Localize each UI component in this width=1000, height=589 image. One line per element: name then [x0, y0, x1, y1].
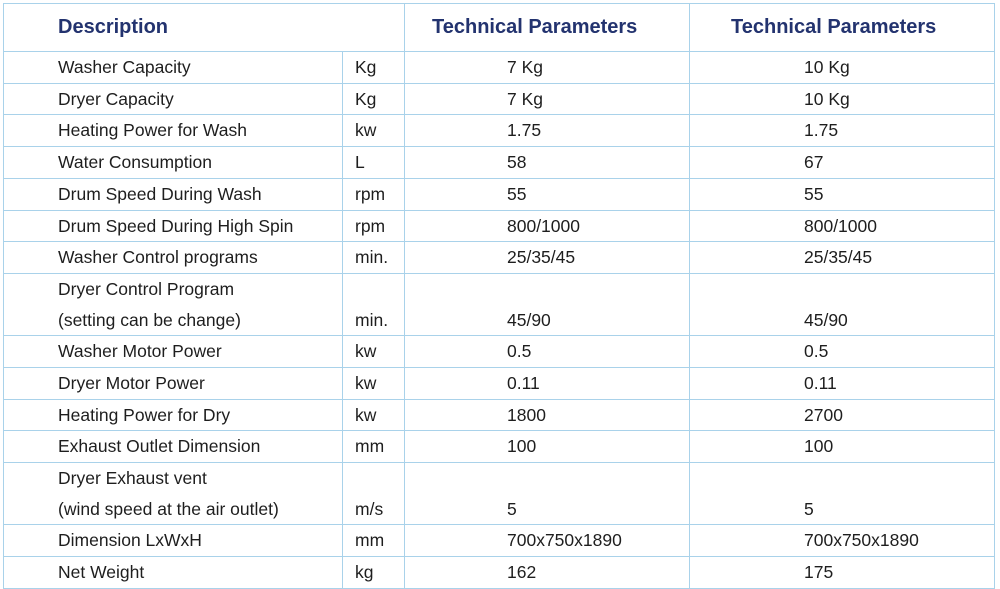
description-line: Washer Capacity [58, 57, 191, 77]
cell-unit: mm [343, 525, 405, 557]
cell-description [4, 557, 343, 589]
description-line: Heating Power for Dry [58, 404, 231, 425]
cell-param-1: 800/1000 [405, 210, 690, 242]
cell-param-1: 1800 [405, 399, 690, 431]
cell-param-2: 800/1000 [690, 210, 995, 242]
description-line: Dryer Exhaust vent [58, 468, 207, 489]
cell-unit: Kg [343, 83, 405, 115]
table-row [4, 242, 995, 274]
cell-param-1: 5 [405, 463, 690, 525]
header-description: Description [4, 4, 405, 52]
description-line: Water Consumption [58, 152, 212, 173]
header-technical-parameters-1: Technical Parameters [405, 4, 690, 52]
header-row [4, 4, 995, 52]
cell-description [4, 399, 343, 431]
cell-param-1: 55 [405, 178, 690, 210]
cell-unit: m/s [343, 463, 405, 525]
cell-param-1: 7 Kg [405, 52, 690, 84]
description-line: Washer Motor Power [58, 341, 222, 362]
cell-param-1: 0.5 [405, 336, 690, 368]
cell-description [4, 115, 343, 147]
cell-description [4, 463, 343, 525]
cell-param-2: 10 Kg [690, 83, 995, 115]
description-line: Drum Speed During High Spin [58, 215, 294, 236]
table-row [4, 525, 995, 557]
cell-param-2: 100 [690, 431, 995, 463]
cell-param-1: 25/35/45 [405, 242, 690, 274]
cell-unit: kw [343, 368, 405, 400]
table-row [4, 336, 995, 368]
cell-description [4, 178, 343, 210]
description-line: Dryer Control Program [58, 278, 235, 299]
description-line: Drum Speed During Wash [58, 183, 262, 204]
table-row [4, 115, 995, 147]
cell-description [4, 147, 343, 179]
cell-description [4, 431, 343, 463]
cell-param-1: 0.11 [405, 368, 690, 400]
cell-param-2: 55 [690, 178, 995, 210]
cell-description [4, 525, 343, 557]
cell-description [4, 210, 343, 242]
table-row [4, 431, 995, 463]
cell-param-2: 0.11 [690, 368, 995, 400]
cell-unit: Kg [343, 52, 405, 84]
cell-unit: mm [343, 431, 405, 463]
cell-description [4, 336, 343, 368]
description-line: Dryer Motor Power [58, 373, 205, 393]
cell-param-2: 1.75 [690, 115, 995, 147]
cell-param-2: 0.5 [690, 336, 995, 368]
cell-param-2: 45/90 [690, 273, 995, 335]
cell-param-2: 700x750x1890 [690, 525, 995, 557]
cell-param-1: 700x750x1890 [405, 525, 690, 557]
cell-unit: min. [343, 242, 405, 274]
table-row [4, 147, 995, 179]
cell-unit: L [343, 147, 405, 179]
cell-param-1: 58 [405, 147, 690, 179]
description-line: Heating Power for Wash [58, 120, 248, 141]
table-row [4, 399, 995, 431]
table-row [4, 557, 995, 589]
cell-param-2: 2700 [690, 399, 995, 431]
cell-param-1: 7 Kg [405, 83, 690, 115]
description-line: Exhaust Outlet Dimension [58, 436, 261, 457]
table-row [4, 52, 995, 84]
description-line: (wind speed at the air outlet) [58, 498, 279, 519]
cell-unit: rpm [343, 178, 405, 210]
description-line: (setting can be change) [58, 309, 241, 330]
cell-param-2: 10 Kg [690, 52, 995, 84]
header-technical-parameters-2: Technical Parameters [690, 4, 995, 52]
cell-description [4, 242, 343, 274]
cell-unit: rpm [343, 210, 405, 242]
description-line: Net Weight [58, 562, 145, 583]
description-line: Dimension LxWxH [58, 530, 202, 551]
cell-unit: kw [343, 336, 405, 368]
table-row [4, 178, 995, 210]
table-row [4, 210, 995, 242]
table-row [4, 463, 995, 525]
cell-param-2: 25/35/45 [690, 242, 995, 274]
cell-param-1: 162 [405, 557, 690, 589]
cell-param-1: 45/90 [405, 273, 690, 335]
cell-description [4, 52, 343, 84]
cell-param-1: 1.75 [405, 115, 690, 147]
cell-param-2: 5 [690, 463, 995, 525]
table-row [4, 83, 995, 115]
cell-param-2: 175 [690, 557, 995, 589]
description-line: Dryer Capacity [58, 88, 174, 109]
table-row [4, 273, 995, 335]
cell-param-2: 67 [690, 147, 995, 179]
specifications-table [3, 3, 995, 589]
cell-param-1: 100 [405, 431, 690, 463]
cell-unit: kw [343, 115, 405, 147]
cell-unit: min. [343, 273, 405, 335]
cell-unit: kg [343, 557, 405, 589]
cell-description [4, 368, 343, 400]
description-line: Washer Control programs [58, 247, 258, 268]
table-row [4, 368, 995, 400]
cell-description [4, 273, 343, 335]
cell-description [4, 83, 343, 115]
cell-unit: kw [343, 399, 405, 431]
table-body [4, 52, 995, 589]
